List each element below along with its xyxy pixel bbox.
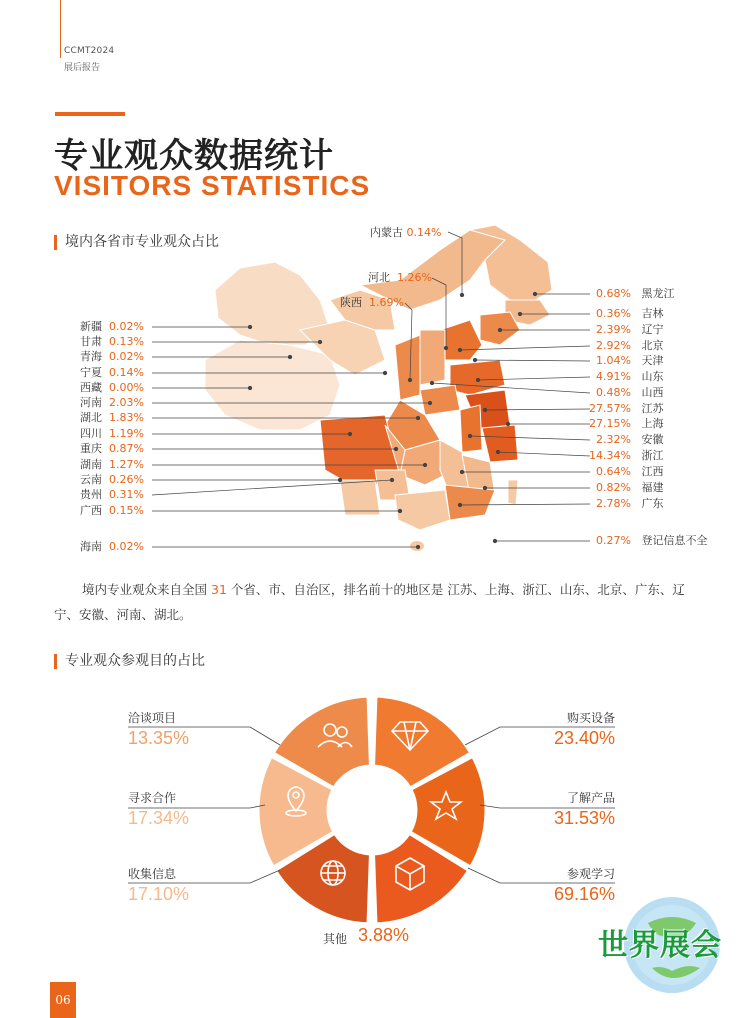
province-label-hainan: 海南 0.02% — [80, 540, 144, 553]
purpose-value: 69.16% — [553, 884, 615, 904]
purpose-value-other: 3.88% — [358, 925, 410, 945]
province-label: 云南 0.26% — [80, 473, 144, 486]
province-label: 内蒙古 0.14% — [370, 226, 442, 239]
province-label: 湖南 1.27% — [80, 458, 144, 471]
purpose-value: 17.34% — [128, 808, 190, 828]
intro-paragraph: 境内专业观众来自全国 31 个省、市、自治区，排名前十的地区是 江苏、上海、浙江、山东、北京、广东、辽宁、安徽、河南、湖北。 — [54, 582, 685, 622]
province-label: 河南 2.03% — [80, 396, 144, 409]
logo-text: 世界展会 — [598, 928, 722, 963]
province-label: 甘肃 0.13% — [80, 335, 144, 348]
province-label: 重庆 0.87% — [80, 442, 144, 455]
province-label: 湖北 1.83% — [80, 411, 144, 424]
province-label: 贵州 0.31% — [80, 488, 144, 501]
province-label: 4.91% 山东 — [596, 370, 664, 383]
province-label: 广西 0.15% — [80, 504, 144, 517]
province-label: 河北 1.26% — [368, 271, 432, 284]
purpose-value: 13.35% — [128, 728, 190, 748]
province-label: 27.15% 上海 — [589, 417, 664, 430]
province-label: 2.39% 辽宁 — [596, 323, 664, 336]
page-number: 06 — [50, 982, 76, 1018]
section-title-provinces: 境内各省市专业观众占比 — [54, 235, 219, 250]
purpose-label: 购买设备 — [566, 711, 615, 725]
purpose-label: 收集信息 — [128, 867, 177, 881]
province-label: 四川 1.19% — [80, 427, 144, 440]
province-label: 青海 0.02% — [80, 350, 144, 363]
page-title-english: VISITORS STATISTICS — [54, 170, 371, 201]
section-title-purposes: 专业观众参观目的占比 — [54, 654, 205, 669]
province-label: 宁夏 0.14% — [80, 366, 144, 379]
province-label: 14.34% 浙江 — [589, 449, 664, 462]
purpose-label: 了解产品 — [566, 791, 615, 805]
province-label: 西藏 0.00% — [80, 381, 144, 394]
purpose-label: 寻求合作 — [128, 791, 177, 805]
province-label: 2.32% 安徽 — [596, 433, 664, 446]
province-label: 陕西 1.69% — [340, 296, 404, 309]
province-label: 1.04% 天津 — [596, 354, 664, 367]
province-label: 27.57% 江苏 — [589, 402, 664, 415]
report-code: CCMT2024 — [64, 46, 115, 56]
purpose-value: 31.53% — [553, 808, 615, 828]
page-title: 专业观众数据统计 — [54, 136, 334, 176]
report-subtitle: 展后报告 — [64, 63, 101, 73]
province-label: 0.68% 黑龙江 — [596, 287, 675, 300]
purpose-label-other: 其他 — [323, 932, 348, 946]
province-label: 0.48% 山西 — [596, 386, 664, 399]
province-label: 0.64% 江西 — [596, 465, 664, 478]
purpose-value: 23.40% — [553, 728, 615, 748]
province-label-other: 0.27% 登记信息不全 — [596, 534, 708, 547]
purpose-value: 17.10% — [128, 884, 190, 904]
purpose-label: 洽谈项目 — [128, 711, 177, 725]
province-label: 新疆 0.02% — [80, 320, 144, 333]
province-label: 0.36% 吉林 — [596, 307, 664, 320]
province-label: 2.78% 广东 — [596, 497, 664, 510]
purpose-label: 参观学习 — [566, 867, 615, 881]
province-label: 0.82% 福建 — [596, 481, 664, 494]
province-label: 2.92% 北京 — [596, 339, 664, 352]
